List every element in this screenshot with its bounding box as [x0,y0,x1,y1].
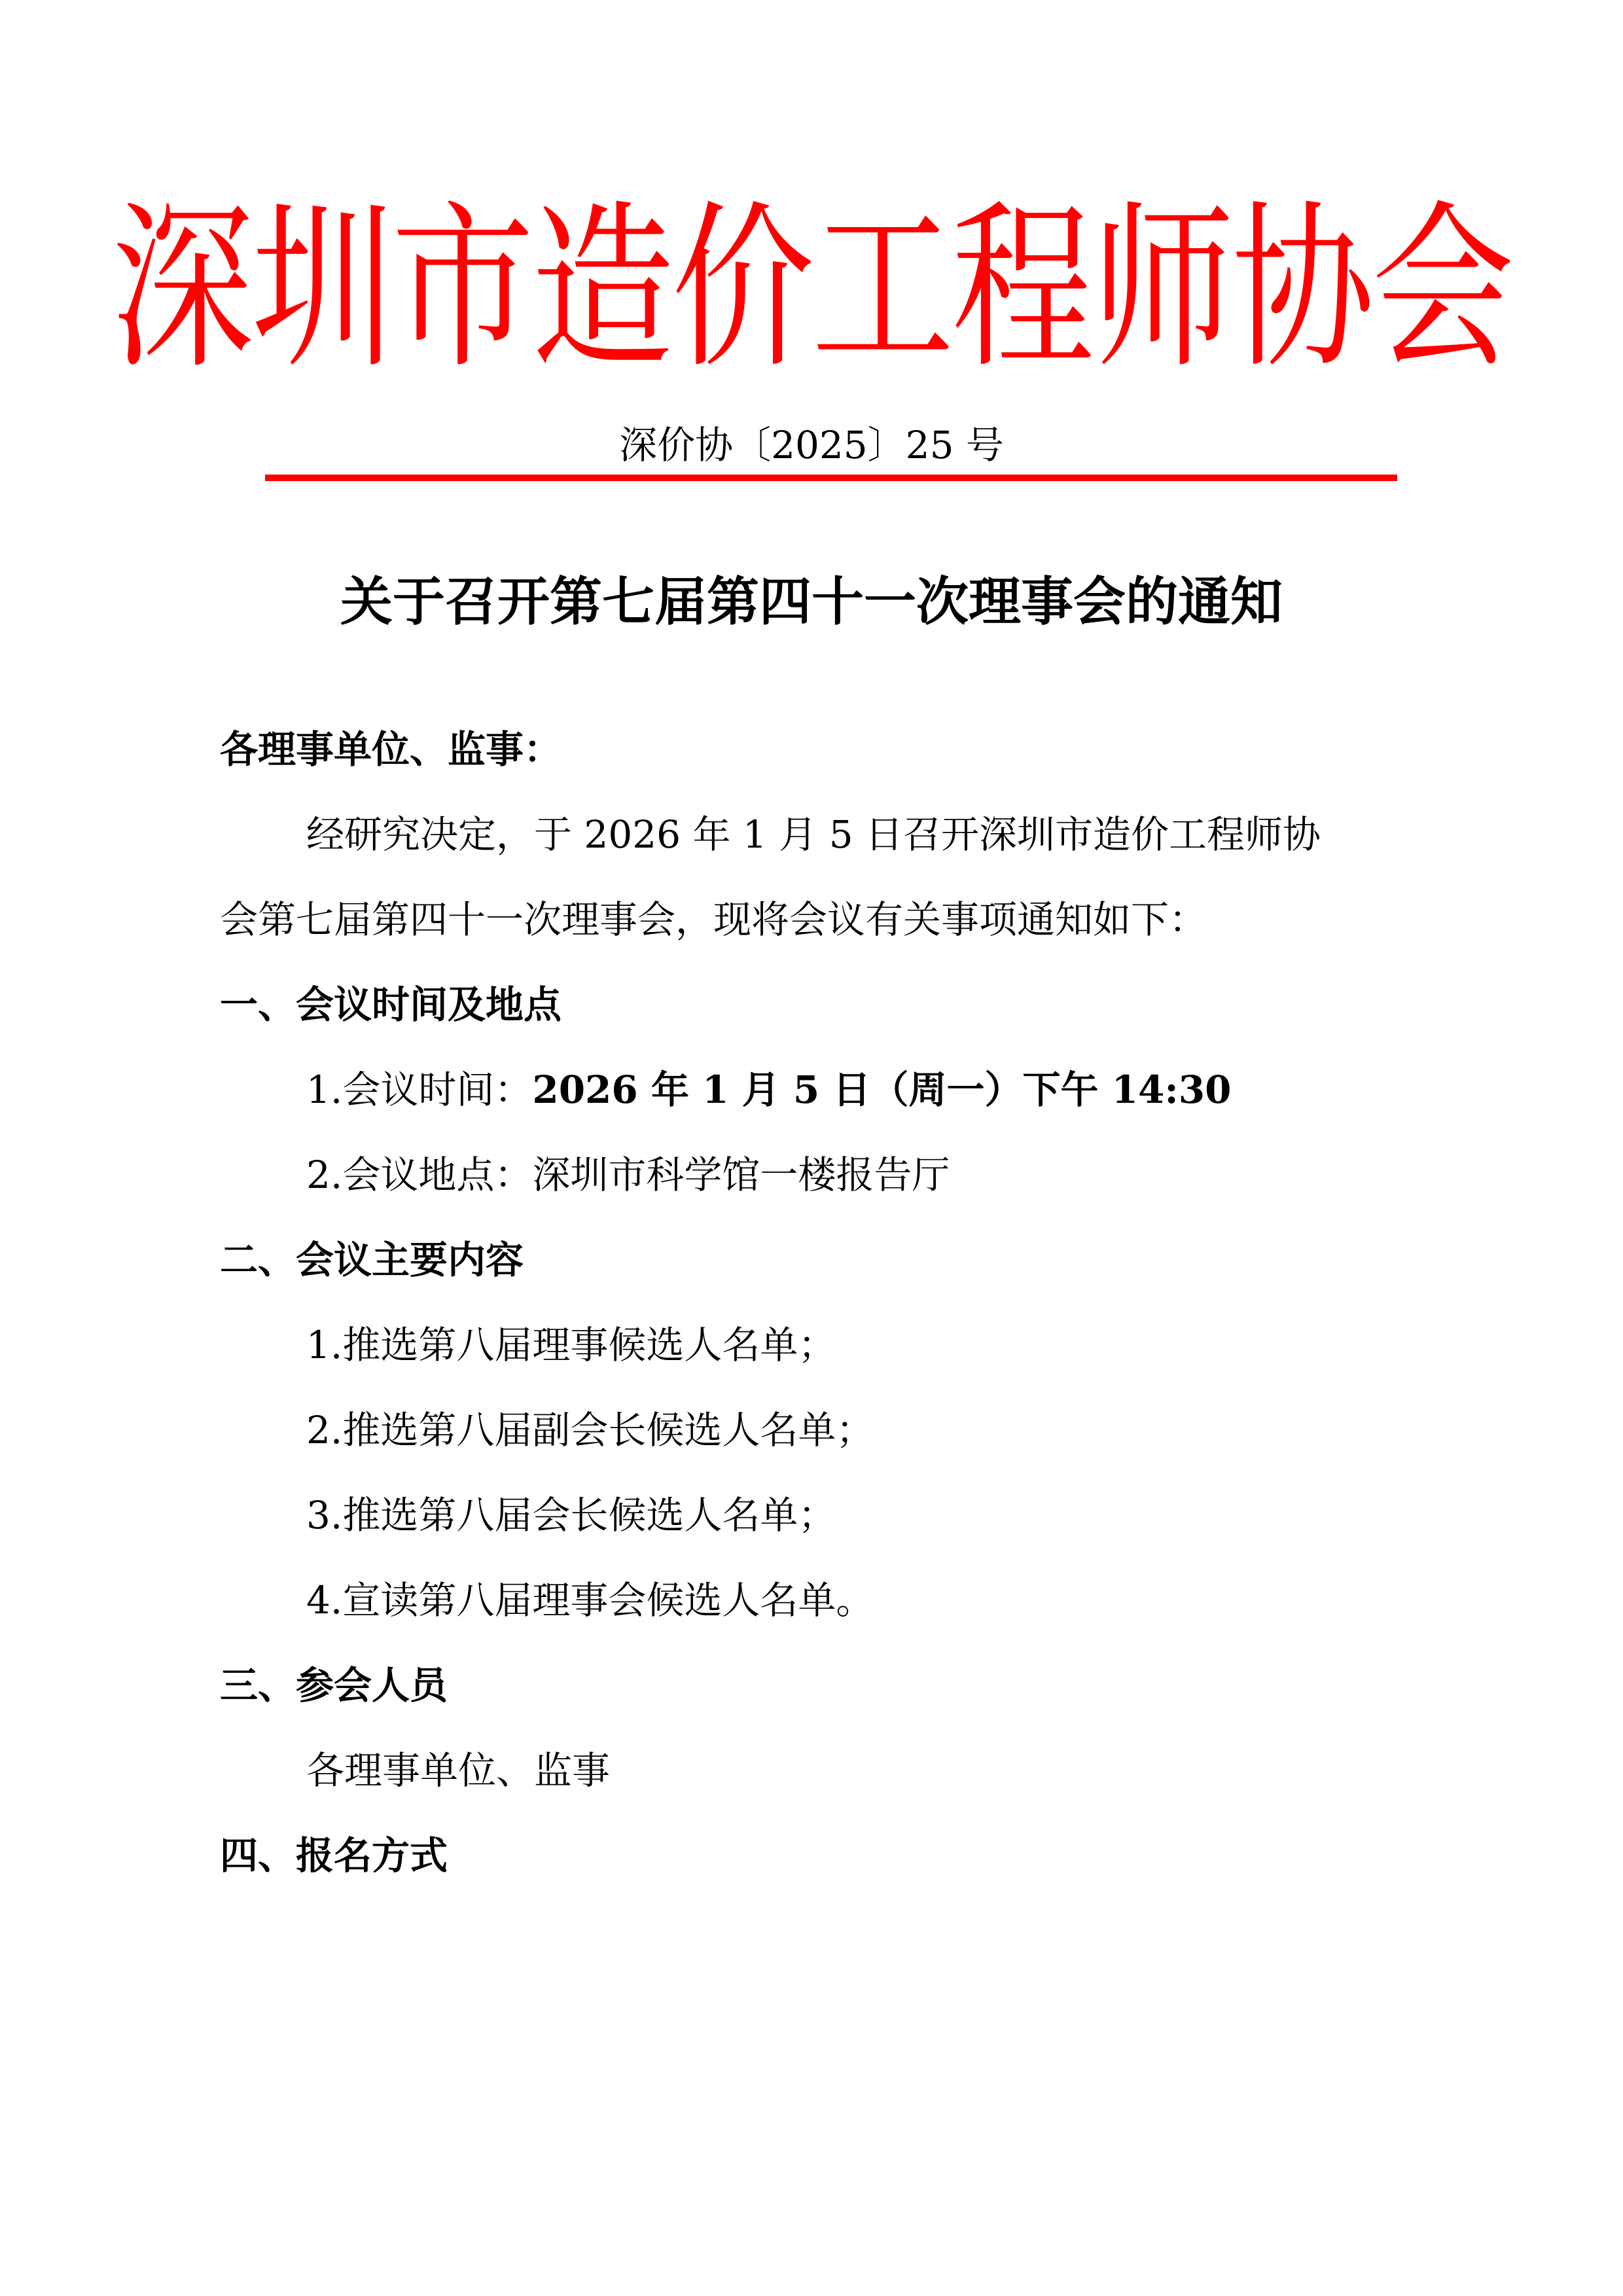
agenda-item: 4.宣读第八届理事会候选人名单。 [306,1578,874,1623]
intro-paragraph-line-1: 经研究决定，于 2026 年 1 月 5 日召开深圳市造价工程师协 [306,812,1321,857]
meeting-time-line [306,1064,1231,1116]
salutation: 各理事单位、监事： [220,727,562,772]
attendees-text: 各理事单位、监事 [306,1748,611,1793]
meeting-location-label: 2.会议地点： [306,1153,533,1197]
intro-paragraph-line-2: 会第七届第四十一次理事会，现将会议有关事项通知如下： [220,897,1207,942]
red-divider-line [265,475,1397,481]
section-heading-attendees: 三、参会人员 [220,1663,448,1708]
notice-title: 关于召开第七届第四十一次理事会的通知 [340,571,1283,632]
letterhead-org-name: 深圳市造价工程师协会 [111,185,1512,393]
meeting-time-value: 2026 年 1 月 5 日（周一）下午 14:30 [532,1067,1232,1112]
section-heading-agenda: 二、会议主要内容 [220,1238,524,1282]
meeting-location-value: 深圳市科学馆一楼报告厅 [532,1153,950,1197]
section-heading-registration: 四、报名方式 [220,1833,448,1878]
section-heading-time-location: 一、会议时间及地点 [220,982,562,1027]
document-number: 深价协〔2025〕25 号 [619,423,1004,467]
agenda-item: 1.推选第八届理事候选人名单； [306,1323,836,1367]
meeting-time-label: 1.会议时间： [306,1067,533,1112]
agenda-item: 3.推选第八届会长候选人名单； [306,1493,836,1537]
agenda-item: 2.推选第八届副会长候选人名单； [306,1408,874,1452]
meeting-location-line [306,1149,950,1201]
